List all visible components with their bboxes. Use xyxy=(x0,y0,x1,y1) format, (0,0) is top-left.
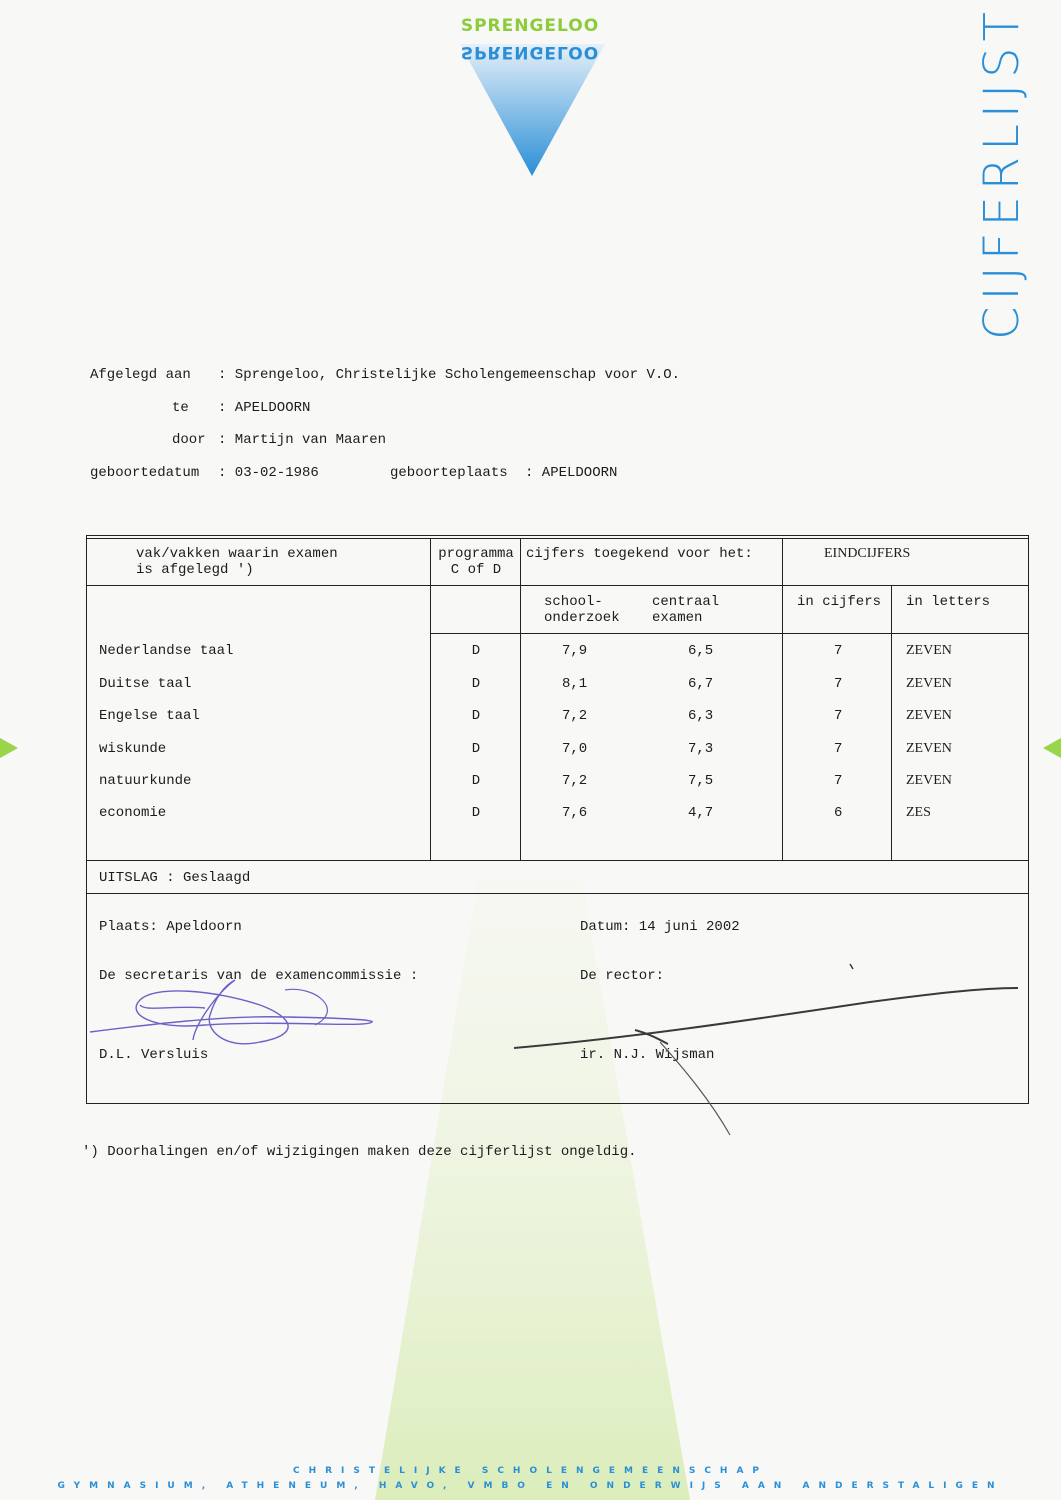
afgelegd-value: : Sprengeloo, Christelijke Scholengemeenschap voor V.O. xyxy=(218,367,681,383)
fold-marker-left-icon xyxy=(0,738,18,758)
eindcijfer-letters-cell: ZEVEN xyxy=(906,741,952,756)
centraal-examen-cell: 6,5 xyxy=(688,643,714,659)
vak-cell: natuurkunde xyxy=(99,773,192,789)
centraal-examen-cell: 6,3 xyxy=(688,708,714,724)
plaats: Plaats: Apeldoorn xyxy=(99,919,242,935)
te-label: te xyxy=(172,400,189,416)
door-value: : Martijn van Maaren xyxy=(218,432,387,448)
document-title: CIJFERLIJST xyxy=(974,6,1030,340)
schoolonderzoek-cell: 7,6 xyxy=(562,805,588,821)
eindcijfer-letters-cell: ZEVEN xyxy=(906,643,952,658)
geboorteplaats-label: geboorteplaats xyxy=(390,465,508,481)
eindcijfer-cell: 7 xyxy=(834,676,843,692)
sub-header-centraal-examen: centraal examen xyxy=(652,594,720,626)
schoolonderzoek-cell: 7,2 xyxy=(562,708,588,724)
sub-header-schoolonderzoek: school- onderzoek xyxy=(544,594,620,626)
eindcijfer-cell: 7 xyxy=(834,643,843,659)
eindcijfer-letters-cell: ZES xyxy=(906,805,931,820)
geboorteplaats-value: : APELDOORN xyxy=(525,465,618,481)
schoolonderzoek-cell: 7,9 xyxy=(562,643,588,659)
footnote: ') Doorhalingen en/of wijzigingen maken deze cijferlijst ongeldig. xyxy=(82,1144,637,1160)
sub-header-in-cijfers: in cijfers xyxy=(797,594,882,610)
centraal-examen-cell: 7,5 xyxy=(688,773,714,789)
fold-marker-right-icon xyxy=(1043,738,1061,758)
vak-cell: economie xyxy=(99,805,167,821)
vak-cell: wiskunde xyxy=(99,741,167,757)
uitslag: UITSLAG : Geslaagd xyxy=(99,870,251,886)
vak-cell: Nederlandse taal xyxy=(99,643,234,659)
secretaris-label: De secretaris van de examencommissie : xyxy=(99,968,419,984)
programma-cell: D xyxy=(471,708,481,724)
logo-wordmark: SPRENGELOO xyxy=(460,16,600,36)
footer-line-1: CHRISTELIJKE SCHOLENGEMEENSCHAP xyxy=(292,1466,769,1476)
programma-cell: D xyxy=(471,773,481,789)
geboortedatum-value: : 03-02-1986 xyxy=(218,465,319,481)
centraal-examen-cell: 7,3 xyxy=(688,741,714,757)
programma-cell: D xyxy=(471,741,481,757)
rector-signature-icon xyxy=(510,960,1025,1140)
centraal-examen-cell: 4,7 xyxy=(688,805,714,821)
col-header-eindcijfers: EINDCIJFERS xyxy=(824,546,911,561)
eindcijfer-cell: 7 xyxy=(834,708,843,724)
centraal-examen-cell: 6,7 xyxy=(688,676,714,692)
door-label: door xyxy=(172,432,206,448)
eindcijfer-letters-cell: ZEVEN xyxy=(906,773,952,788)
secretaris-signature-icon xyxy=(85,970,385,1060)
footer-line-2: GYMNASIUM, ATHENEUM, HAVO, VMBO EN ONDERWIJS AAN ANDERSTALIGEN xyxy=(57,1481,1004,1491)
eindcijfer-cell: 6 xyxy=(834,805,843,821)
eindcijfer-letters-cell: ZEVEN xyxy=(906,708,952,723)
logo-triangle-icon xyxy=(460,44,605,179)
vak-cell: Duitse taal xyxy=(99,676,192,692)
programma-cell: D xyxy=(471,643,481,659)
schoolonderzoek-cell: 7,2 xyxy=(562,773,588,789)
rector-name: ir. N.J. Wijsman xyxy=(580,1047,715,1063)
sub-header-in-letters: in letters xyxy=(906,594,991,610)
programma-cell: D xyxy=(471,805,481,821)
col-header-programma: programma C of D xyxy=(438,546,514,578)
datum: Datum: 14 juni 2002 xyxy=(580,919,740,935)
rector-label: De rector: xyxy=(580,968,665,984)
logo-wordmark-mirrored: SPRENGELOO xyxy=(460,42,600,62)
eindcijfer-cell: 7 xyxy=(834,741,843,757)
schoolonderzoek-cell: 8,1 xyxy=(562,676,588,692)
col-header-vak: vak/vakken waarin examen is afgelegd ') xyxy=(136,546,338,578)
programma-cell: D xyxy=(471,676,481,692)
schoolonderzoek-cell: 7,0 xyxy=(562,741,588,757)
te-value: : APELDOORN xyxy=(218,400,311,416)
secretaris-name: D.L. Versluis xyxy=(99,1047,209,1063)
geboortedatum-label: geboortedatum xyxy=(90,465,200,481)
vak-cell: Engelse taal xyxy=(99,708,200,724)
eindcijfer-cell: 7 xyxy=(834,773,843,789)
afgelegd-label: Afgelegd aan xyxy=(90,367,191,383)
eindcijfer-letters-cell: ZEVEN xyxy=(906,676,952,691)
col-header-cijfers: cijfers toegekend voor het: xyxy=(526,546,753,562)
